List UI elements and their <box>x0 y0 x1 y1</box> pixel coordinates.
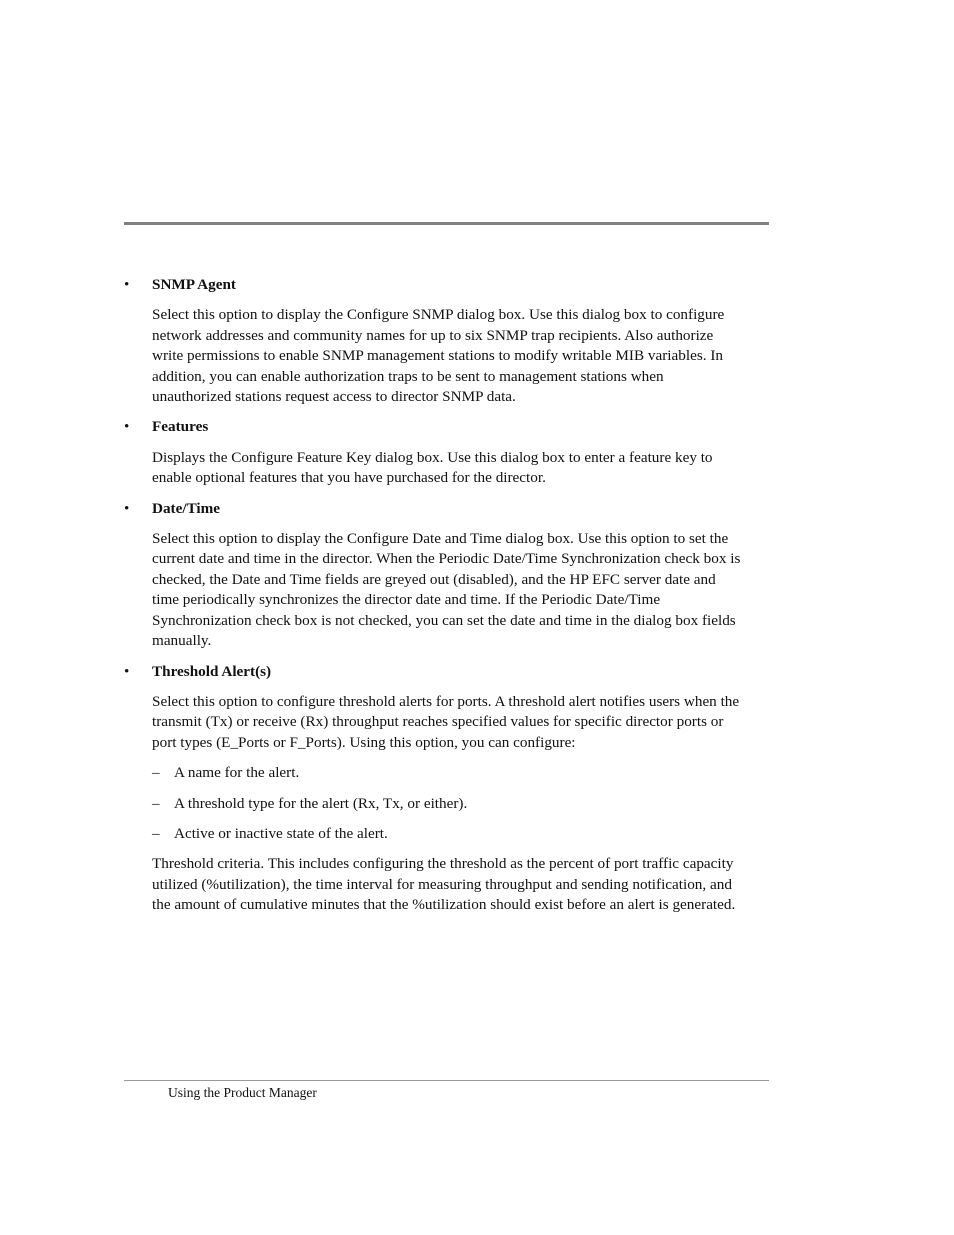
bullet-icon: • <box>124 276 130 293</box>
page-footer: Using the Product Manager <box>168 1085 317 1100</box>
document-body <box>124 275 744 926</box>
dash-list-item <box>152 763 744 783</box>
bullet-date-time <box>124 499 744 519</box>
section-paragraph: Select this option to display the Configure Date and Time dialog box. Use this option to set the current date and time in the director. When the Periodic Date/Time Synchronization check box is checked, the Date and Time fields are greyed out (disabled), and the HP EFC server date and time periodically synchronizes the director date and time. If the Periodic Date/Time Synchronization check box is not checked, you can set the date and time in the dialog box fields manually. <box>152 530 741 650</box>
section-title: Threshold Alert(s) <box>152 662 272 680</box>
dash-list-item <box>152 794 744 814</box>
list-item-text: A name for the alert. <box>174 764 300 782</box>
list-item-text: A threshold type for the alert (Rx, Tx, or either). <box>174 794 468 812</box>
footer-rule <box>124 1080 769 1081</box>
section-title: SNMP Agent <box>152 276 236 293</box>
bullet-features <box>124 417 744 437</box>
section-title: Features <box>152 418 209 436</box>
bullet-threshold-alerts <box>124 662 744 682</box>
section-paragraph: Select this option to configure threshold alerts for ports. A threshold alert notifies users when the transmit (Tx) or receive (Rx) throughput reaches specified values for specific director ports or port types (E_Ports or F_Ports). Using this option, you can configure: <box>152 692 740 751</box>
list-item-text: Active or inactive state of the alert. <box>174 824 388 842</box>
section-paragraph: Displays the Configure Feature Key dialog box. Use this dialog box to enter a feature key to enable optional features that you have purchased for the director. <box>152 448 713 487</box>
bullet-icon: • <box>124 662 130 680</box>
dash-icon: – <box>152 824 160 842</box>
dash-icon: – <box>152 794 160 812</box>
bullet-icon: • <box>124 499 130 517</box>
section-paragraph: Select this option to display the Configure SNMP dialog box. Use this dialog box to configure network addresses and community names for up to six SNMP trap recipients. Also authorize write permissions to enable SNMP management stations to modify writable MIB variables. In addition, you can enable authorization traps to be sent to management stations when unauthorized stations request access to director SNMP data. <box>152 306 725 406</box>
dash-icon: – <box>152 764 160 782</box>
bullet-snmp-agent <box>124 275 744 295</box>
section-title: Date/Time <box>152 499 221 517</box>
header-rule <box>124 222 769 225</box>
bullet-icon: • <box>124 418 130 436</box>
dash-list-item <box>152 824 744 844</box>
section-paragraph: Threshold criteria. This includes configuring the threshold as the percent of port traffic capacity utilized (%utilization), the time interval for measuring throughput and sending notification, and the amount of cumulative minutes that the %utilization should exist before an alert is generated. <box>152 855 736 914</box>
